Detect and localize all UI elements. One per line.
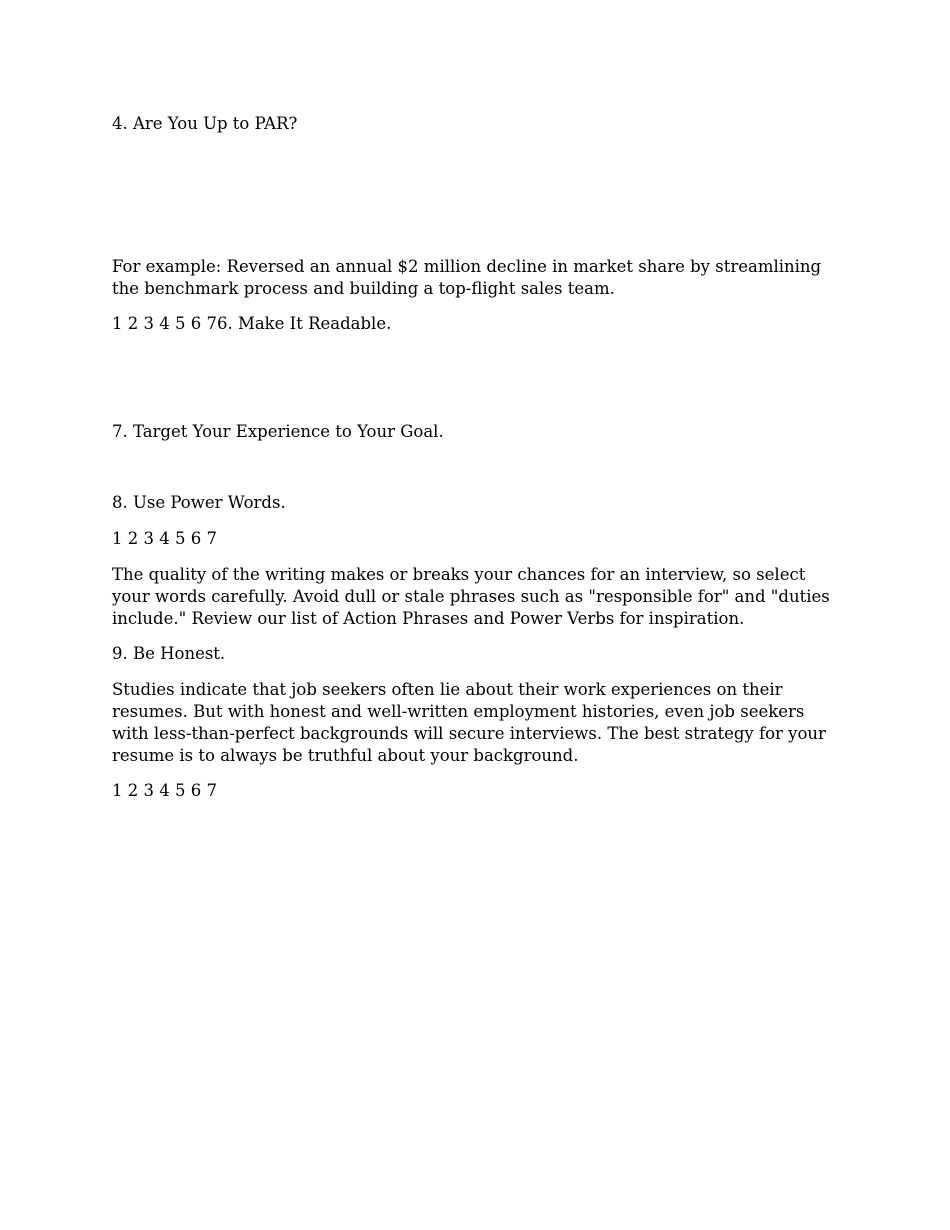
section-heading-9: 9. Be Honest.	[112, 644, 226, 663]
numbers-and-heading-6: 1 2 3 4 5 6 76. Make It Readable.	[112, 314, 392, 333]
section-heading-8: 8. Use Power Words.	[112, 493, 286, 512]
section-heading-7: 7. Target Your Experience to Your Goal.	[112, 422, 444, 441]
section-heading-4: 4. Are You Up to PAR?	[112, 114, 298, 133]
page-numbers-line: 1 2 3 4 5 6 7	[112, 529, 217, 548]
page-numbers-line-2: 1 2 3 4 5 6 7	[112, 781, 217, 800]
quality-paragraph: The quality of the writing makes or breaks your chances for an interview, so select your words carefully. Avoid dull or stale phrases such as "responsible for" and "duties include." Review our list of Action Phrases and Power Verbs for inspiration.	[112, 565, 830, 628]
example-paragraph: For example: Reversed an annual $2 million decline in market share by streamlining the benchmark process and building a top-flight sales team.	[112, 257, 822, 298]
studies-paragraph: Studies indicate that job seekers often lie about their work experiences on their resumes. But with honest and well-written employment histories, even job seekers with less-than-perfect backgrounds will secure interviews. The best strategy for your resume is to always be truthful about your background.	[112, 680, 826, 765]
